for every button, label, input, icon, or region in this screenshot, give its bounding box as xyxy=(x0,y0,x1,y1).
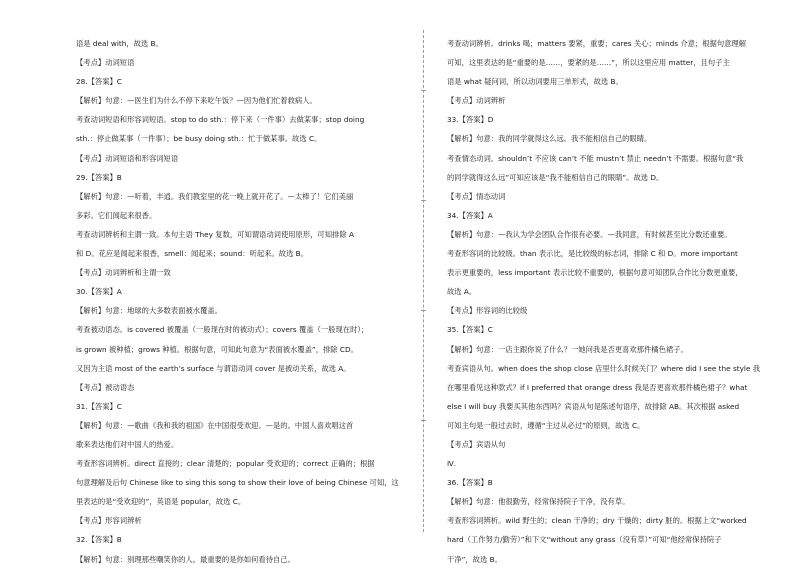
divider-tick xyxy=(421,200,426,201)
text-line: 【解析】句意：—我认为学会团队合作很有必要。—我同意，有时候甚至比分数还重要。 xyxy=(447,229,732,239)
text-line: sth.：停止做某事（一件事）；be busy doing sth.：忙于做某事。故选 C。 xyxy=(76,134,322,144)
text-line: 【考点】动词短语和形容词短语 xyxy=(76,153,179,163)
text-line: 【解析】句意：我的同学就得这么远。我不能相信自己的眼睛。 xyxy=(447,134,652,144)
text-line: 【考点】宾语从句 xyxy=(447,439,506,449)
text-line: 考查动词短语和形容词短语。stop to do sth.：停下来（一件事）去做某事；stop doing xyxy=(76,115,365,125)
text-line: 32.【答案】B xyxy=(76,535,122,545)
text-line: 【考点】动词短语 xyxy=(76,58,135,68)
text-line: 又因为主语 most of the earth’s surface 与谓语动词 cover 是被动关系，故选 A。 xyxy=(76,363,351,373)
text-line: 31.【答案】C xyxy=(76,401,122,411)
text-line: 里表达的是“受欢迎的”，英语是 popular，故选 C。 xyxy=(76,497,246,507)
text-line: 【考点】形容词辨析 xyxy=(76,516,142,526)
text-line: 35.【答案】C xyxy=(447,325,493,335)
text-line: 干净”，故选 B。 xyxy=(447,554,502,564)
text-line: Ⅳ. xyxy=(447,459,457,469)
text-line: 34.【答案】A xyxy=(447,210,493,220)
text-line: 考查情态动词。shouldn’t 不应该 can’t 不能 mustn’t 禁止 needn’t 不需要。根据句意“我 xyxy=(447,153,744,163)
text-line: 多彩。它们闻起来很香。 xyxy=(76,210,157,220)
text-line: 考查宾语从句。when does the shop close 店里什么时候关门？where did I see the style 我 xyxy=(447,363,761,373)
text-line: 可知，这里表达的是“重要的是……，要紧的是……”，所以这里应用 matter，且句子主 xyxy=(447,58,730,68)
text-line: 的同学就得这么远”可知应该是“我不能相信自己的眼睛”。故选 D。 xyxy=(447,172,664,182)
divider-tick xyxy=(421,310,426,311)
text-line: 【考点】动词辨析 xyxy=(447,96,506,106)
text-line: 【解析】句意：他很勤劳，经常保持院子干净，没有草。 xyxy=(447,497,630,507)
column-divider xyxy=(423,30,424,532)
text-line: 故选 A。 xyxy=(447,287,477,297)
text-line: 语是 what 疑问词，所以动词要用三单形式，故选 B。 xyxy=(447,77,623,87)
text-line: 【考点】形容词的比较级 xyxy=(447,306,528,316)
text-line: 【考点】情态动词 xyxy=(447,191,506,201)
text-line: 28.【答案】C xyxy=(76,77,122,87)
text-line: 【解析】句意：—听着，丰逍。我们教室里的花一晚上就开花了。—太棒了！它们美丽 xyxy=(76,191,354,201)
text-line: 【解析】句意：地球的大多数表面被水覆盖。 xyxy=(76,306,222,316)
text-line: else I will buy 我要买其他东西吗？宾语从句是陈述句语序，故排除 AB。其次根据 asked xyxy=(447,401,740,411)
text-line: 歌来表达他们对中国人的热爱。 xyxy=(76,439,179,449)
text-line: 29.【答案】B xyxy=(76,172,122,182)
text-line: 36.【答案】B xyxy=(447,478,493,488)
text-line: 【解析】句意：别理那些嘲笑你的人。最重要的是你如何看待自己。 xyxy=(76,554,295,564)
text-line: 33.【答案】D xyxy=(447,115,494,125)
left-column xyxy=(76,34,401,569)
text-line: 考查形容词辨析。direct 直接的；clear 清楚的；popular 受欢迎的；correct 正确的；根据 xyxy=(76,459,375,469)
text-line: 【解析】句意：一店主跟你说了什么？一她问我是否更喜欢那件橘色裙子。 xyxy=(447,344,688,354)
text-line: 【解析】句意：—歌曲《我和我的祖国》在中国很受欢迎。—是的。中国人喜欢唱这首 xyxy=(76,420,354,430)
text-line: 30.【答案】A xyxy=(76,287,122,297)
text-line: 【考点】被动语态 xyxy=(76,382,135,392)
text-line: 【解析】句意：—医生们为什么不停下来吃午饭？—因为他们忙着救病人。 xyxy=(76,96,317,106)
text-line: 考查形容词的比较级。than 表示比，是比较级的标志词，排除 C 和 D。more important xyxy=(447,249,738,259)
text-line: 可知主句是一般过去时，遵循“主过从必过”的原则，故选 C。 xyxy=(447,420,645,430)
right-column xyxy=(447,34,772,569)
text-line: 表示更重要的，less important 表示比较不重要的，根据句意可知团队合作比分数更重要， xyxy=(447,268,743,278)
text-line: 在哪里看见这种款式？if I preferred that orange dress 我是否更喜欢那件橘色裙子？what xyxy=(447,382,748,392)
text-line: 考查被动语态。is covered 被覆盖（一般现在时的被动式）；covers 覆盖（一般现在时）； xyxy=(76,325,369,335)
text-line: 考查动词辨析和主谓一致。本句主语 They 复数，可知谓语动词使用原形，可知排除 A xyxy=(76,229,354,239)
divider-tick xyxy=(421,420,426,421)
text-line: 考查形容词辨析。wild 野生的；clean 干净的；dry 干燥的；dirty 脏的。根据上文“worked xyxy=(447,516,747,526)
text-line: 句意理解及后句 Chinese like to sing this song to show their love of being Chinese 可知，这 xyxy=(76,478,399,488)
text-line: 【考点】动词辨析和主谓一致 xyxy=(76,268,171,278)
text-line: is grown 被种植；grows 种植。根据句意，可知此句意为“表面被水覆盖”，排除 CD。 xyxy=(76,344,358,354)
text-line: 考查动词辨析。drinks 喝；matters 要紧，重要；cares 关心；minds 介意；根据句意理解 xyxy=(447,39,747,48)
text-line: 语是 deal with，故选 B。 xyxy=(76,39,163,48)
text-line: 和 D。花应是闻起来很香，smell：闻起来；sound：听起来。故选 B。 xyxy=(76,249,308,259)
divider-tick xyxy=(421,90,426,91)
text-line: hard（工作努力/勤劳）”和下文“without any grass（没有草）”可知“他经常保持院子 xyxy=(447,535,722,545)
